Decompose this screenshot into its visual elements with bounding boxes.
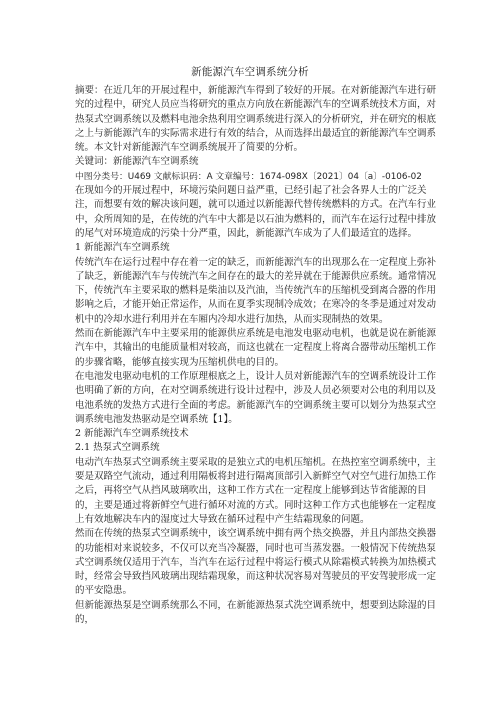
section-heading-1: 1 新能源汽车空调系统: [75, 242, 170, 254]
document-body: [75, 84, 440, 627]
classification-line: 中图分类号：U469 文献标识码：A 文章编号：1674-098X〔2021〕04〔a〕-0106-02: [75, 171, 422, 182]
keywords-line: 关键词：新能源汽车空调系统: [75, 156, 199, 168]
body-paragraph: 传统汽车在运行过程中存在着一定的缺乏，而新能源汽车的出现那么在一定程度上弥补了缺乏，新能源汽车与传统汽车之间存在的最大的差异就在于能源供应系统。通常情况下，传统汽车主要采取的燃料是柴油以及汽油，当传统汽车的压缩机受到离合器的作用影响之后，才能开始正常运作，从而在夏季实现制冷成效；在寒冷的冬季是通过对发动机中的冷却水进行利用并在车厢内冷却水进行加热，从而实现制热的效果。: [75, 256, 437, 325]
body-paragraph: 在电池发电驱动电机的工作原理根底之上，设计人员对新能源汽车的空调系统设计工作也明确了新的方向，在对空调系统进行设计过程中，涉及人员必须要对公电的利用以及电池系统的发热方式进行全面的考虑。新能源汽车的空调系统主要可以划分为热泵式空调系统电池发热驱动是空调系统【1】。: [75, 370, 437, 425]
body-paragraph: 然而在传统的热泵式空调系统中，该空调系统中拥有两个热交换器，并且内部热交换器的功能相对来说较多，不仅可以充当冷凝器，同时也可当蒸发器。一般情况下传统热泵式空调系统仅适用于汽车，当汽车在运行过程中将运行模式从除霜模式转换为加热模式时，经常会导致挡风玻璃出现结霜现象，而这种状况容易对驾驶员的平安驾驶形成一定的平安隐患。: [75, 528, 437, 597]
body-paragraph: 然而在新能源汽车中主要采用的能源供应系统是电池发电驱动电机，也就是说在新能源汽车中，其输出的电能质量相对较高，而这也就在一定程度上将离合器带动压缩机工作的步骤省略，能够直接实现为压缩机供电的目的。: [75, 328, 437, 368]
intro-paragraph: 在现如今的开展过程中，环境污染问题日益严重，已经引起了社会各界人士的广泛关注，而想要有效的解决该问题，就可以通过以新能源代替传统燃料的方式。在汽车行业中，众所周知的是，在传统的汽车中大都是以石油为燃料的，而汽车在运行过程中排放的尾气对环境造成的污染十分严重，因此，新能源汽车成为了人们最适宜的选择。: [75, 185, 437, 239]
subsection-heading-2-1: 2.1 热泵式空调系统: [75, 442, 160, 454]
body-paragraph: 但新能源热泵是空调系统那么不同，在新能源热泵式洗空调系统中，想要到达除湿的目的，: [75, 599, 437, 625]
section-heading-2: 2 新能源汽车空调系统技术: [75, 428, 189, 440]
body-paragraph: 电动汽车热泵式空调系统主要采取的是独立式的电机压缩机。在热控室空调系统中，主要是双路空气流动，通过利用隔板将封进行隔离顶部引入新鲜空气对空气进行加热工作之后，再将空气从挡风玻璃吹出，这种工作方式在一定程度上能够到达节省能源的目的，主要是通过将新鲜空气进行循环对流的方式。同时这种工作方式也能够在一定程度上有效地解决车内的湿度过大导致在循环过程中产生结霜现象的问题。: [75, 456, 437, 525]
abstract-paragraph: 摘要：在近几年的开展过程中，新能源汽车得到了较好的开展。在对新能源汽车进行研究的过程中，研究人员应当将研究的重点方向放在新能源汽车的空调系统技术方面，对热泵式空调系统以及燃料电池余热利用空调系统进行深入的分析研究，并在研究的根底之上与新能源汽车的实际需求进行有效的结合，从而选择出最适宜的新能源汽车空调系统。本文针对新能源汽车空调系统展开了简要的分析。: [75, 85, 437, 154]
document-title: 新能源汽车空调系统分析: [191, 66, 309, 78]
